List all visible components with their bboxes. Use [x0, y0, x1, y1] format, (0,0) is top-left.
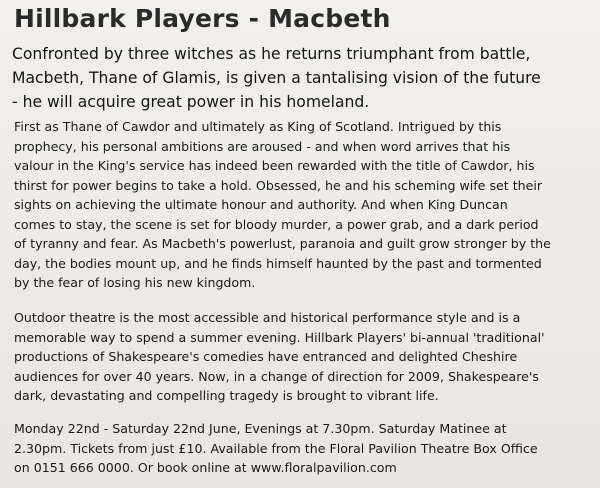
body-line: valour in the King's service has indeed been rewarded with the title of Cawdor, his — [14, 158, 535, 173]
body-line: memorable way to spend a summer evening. Hillbark Players' bi-annual 'traditional' — [14, 329, 545, 345]
body-line: prophecy, his personal ambitions are aroused - and when word arrives that his — [14, 138, 511, 154]
body-line: comes to stay, the scene is set for bloody murder, a power grab, and a dark period — [14, 216, 539, 232]
lead-paragraph — [12, 42, 592, 114]
body-line: by the fear of losing his new kingdom. — [14, 275, 256, 290]
lead-line: Confronted by three witches as he returns triumphant from battle, — [12, 45, 531, 63]
body-line: sights on achieving the ultimate honour and authority. And when King Duncan — [14, 197, 508, 212]
body-line: audiences for over 40 years. Now, in a change of direction for 2009, Shakespeare's — [14, 368, 539, 384]
body-line: Outdoor theatre is the most accessible and historical performance style and is a — [14, 310, 521, 325]
body-line: dark, devastating and compelling tragedy is brought to vibrant life. — [14, 388, 439, 403]
booking-info-paragraph — [14, 419, 592, 478]
lead-line: - he will acquire great power in his homeland. — [12, 93, 370, 111]
body-line: on 0151 666 0000. Or book online at www.floralpavilion.com — [14, 460, 397, 475]
body-line: day, the bodies mount up, and he finds himself haunted by the past and tormented — [14, 255, 542, 271]
synopsis-paragraph — [14, 117, 592, 293]
background-paragraph — [14, 308, 592, 406]
body-line: First as Thane of Cawdor and ultimately as King of Scotland. Intrigued by this — [14, 119, 502, 134]
body-line: productions of Shakespeare's comedies have entranced and delighted Cheshire — [14, 349, 518, 364]
body-line: thirst for power begins to take a hold. Obsessed, he and his scheming wife set their — [14, 177, 543, 193]
lead-line: Macbeth, Thane of Glamis, is given a tantalising vision of the future — [12, 69, 541, 87]
body-line: of tyranny and fear. As Macbeth's powerlust, paranoia and guilt grow stronger by the — [14, 236, 551, 251]
body-line: 2.30pm. Tickets from just £10. Available from the Floral Pavilion Theatre Box Office — [14, 440, 538, 456]
body-line: Monday 22nd - Saturday 22nd June, Evenings at 7.30pm. Saturday Matinee at — [14, 421, 507, 436]
article-title: Hillbark Players - Macbeth — [14, 4, 391, 33]
